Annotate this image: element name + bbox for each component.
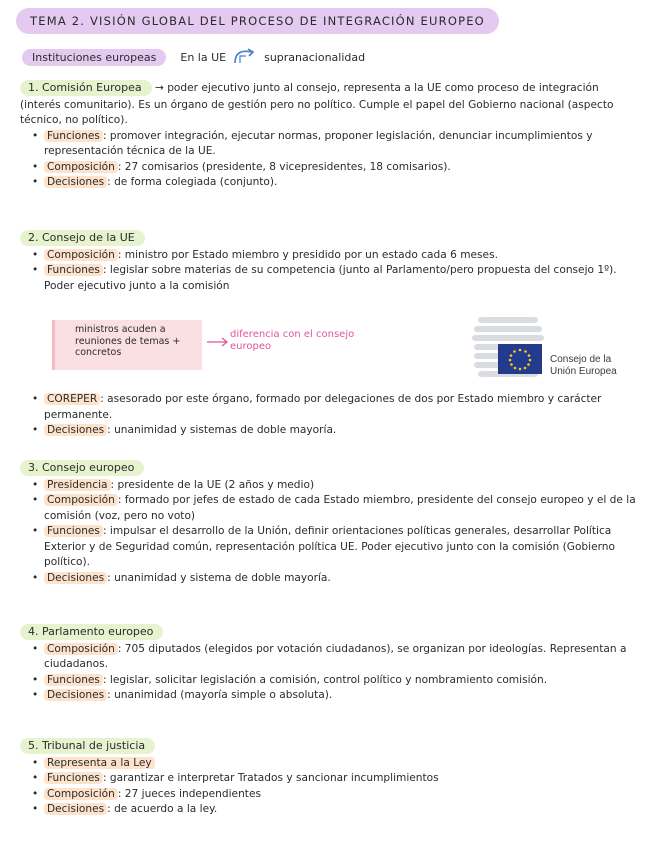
section-title: 5. Tribunal de justicia (20, 738, 155, 754)
subtitle-text: En la UE (180, 50, 227, 64)
logo-line-2: Unión Europea (550, 366, 617, 377)
bullet-text: : asesorado por este órgano, formado por delegaciones de dos por Estado miembro y carácter permanente. (44, 393, 602, 421)
bullet-label: Decisiones (44, 424, 107, 436)
bullet-label: Composición (44, 788, 118, 800)
section-title: 3. Consejo europeo (20, 460, 144, 476)
bullet-text: : 27 jueces independientes (117, 787, 261, 800)
section-intro: → poder ejecutivo junto al consejo, representa a la UE como proceso de integración (interés comunitario). Es un órgano de gestión pero no político. Cumple el papel del Gobierno nacional (aspecto técnico, no político). (20, 82, 614, 126)
bullet-text: : 705 diputados (elegidos por votación ciudadanos), se organizan por ideologías. Representan a ciudadanos. (44, 642, 627, 670)
bullet-label: Funciones (44, 525, 103, 537)
bullet-item (20, 673, 642, 689)
subtitle-row (22, 47, 365, 67)
bullet-label: Funciones (44, 674, 103, 686)
logo-line-1: Consejo de la (550, 354, 612, 365)
bullet-label: Funciones (44, 264, 103, 276)
bullet-item (20, 688, 642, 704)
bullet-text: : 27 comisarios (presidente, 8 vicepresidentes, 18 comisarios). (117, 160, 451, 173)
bullet-item (20, 771, 642, 787)
pink-note: diferencia con el consejo europeo (230, 329, 355, 352)
bullet-text: : legislar, solicitar legislación a comisión, control político y nombramiento comisión. (102, 673, 548, 686)
section-title: 2. Consejo de la UE (20, 230, 145, 246)
bullet-text: : presidente de la UE (2 años y medio) (110, 478, 315, 491)
bullet-item (20, 423, 642, 439)
section-title: 1. Comisión Europea (20, 80, 152, 96)
arrow-right-icon (206, 337, 230, 347)
bullet-item (20, 160, 642, 176)
bullet-text: : impulsar el desarrollo de la Unión, definir orientaciones políticas generales, desarrollar Política Exterior y de Seguridad común, representación política UE. Poder ejecutivo junto con la comisión (Gobierno político). (44, 525, 615, 568)
bullet-item (20, 787, 642, 803)
eu-flag-icon (498, 344, 542, 374)
section-comision (20, 80, 642, 191)
section-consejo-ue (20, 230, 642, 294)
bullet-label: Composición (44, 161, 118, 173)
bullet-label: COREPER (44, 393, 100, 405)
section-title: 4. Parlamento europeo (20, 624, 163, 640)
bullet-label: Representa a la Ley (44, 757, 155, 769)
bullet-label: Decisiones (44, 803, 107, 815)
note-box: ministros acuden a reuniones de temas + concretos (52, 320, 202, 370)
bullet-item (20, 263, 642, 294)
consejo-logo-text (550, 354, 617, 378)
bullet-item (20, 642, 642, 673)
bullet-text: : garantizar e interpretar Tratados y sancionar incumplimientos (102, 772, 439, 784)
bullet-item (20, 175, 642, 191)
section-parlamento (20, 624, 642, 704)
bullet-item (20, 524, 642, 571)
bullet-label: Composición (44, 643, 118, 655)
bullet-item (20, 392, 642, 423)
bullet-label: Decisiones (44, 176, 107, 188)
bullet-text: : promover integración, ejecutar normas, proponer legislación, denunciar incumplimientos y representación técnica de la UE. (44, 129, 593, 157)
bullet-item (20, 571, 642, 587)
bullet-item (20, 756, 642, 772)
bullet-label: Decisiones (44, 689, 107, 701)
bullet-text: : unanimidad y sistemas de doble mayoría. (107, 424, 337, 436)
bullet-text: : unanimidad y sistema de doble mayoría. (107, 571, 331, 584)
subtitle-pill: Instituciones europeas (22, 49, 166, 66)
bullet-text: : unanimidad (mayoría simple o absoluta). (107, 689, 333, 701)
bullet-item (20, 129, 642, 160)
subtitle-after: supranacionalidad (264, 50, 366, 64)
bullet-item (20, 802, 642, 818)
curved-arrow-icon (232, 48, 258, 66)
bullet-item (20, 478, 642, 494)
bullet-text: : legislar sobre materias de su competencia (junto al Parlamento/pero propuesta del consejo 1º). Poder ejecutivo junto a la comisión (44, 264, 617, 292)
bullet-text: : formado por jefes de estado de cada Estado miembro, presidente del consejo europeo y el de la comisión (voz, pero no voto) (44, 494, 636, 522)
section-consejo-europeo (20, 460, 642, 586)
bullet-text: : de forma colegiada (conjunto). (107, 176, 278, 188)
bullet-text: : ministro por Estado miembro y presidido por un estado cada 6 meses. (117, 248, 498, 261)
section-tribunal (20, 738, 642, 818)
bullet-label: Funciones (44, 130, 103, 142)
bullet-label: Composición (44, 494, 118, 506)
section-consejo-ue-cont (20, 392, 642, 439)
page-title: TEMA 2. VISIÓN GLOBAL DEL PROCESO DE INTEGRACIÓN EUROPEO (16, 8, 499, 34)
bullet-item (20, 248, 642, 264)
bullet-label: Presidencia (44, 479, 111, 491)
bullet-item (20, 493, 642, 524)
bullet-label: Decisiones (44, 572, 107, 584)
bullet-label: Funciones (44, 772, 103, 784)
bullet-text: : de acuerdo a la ley. (107, 803, 218, 815)
bullet-label: Composición (44, 249, 118, 261)
